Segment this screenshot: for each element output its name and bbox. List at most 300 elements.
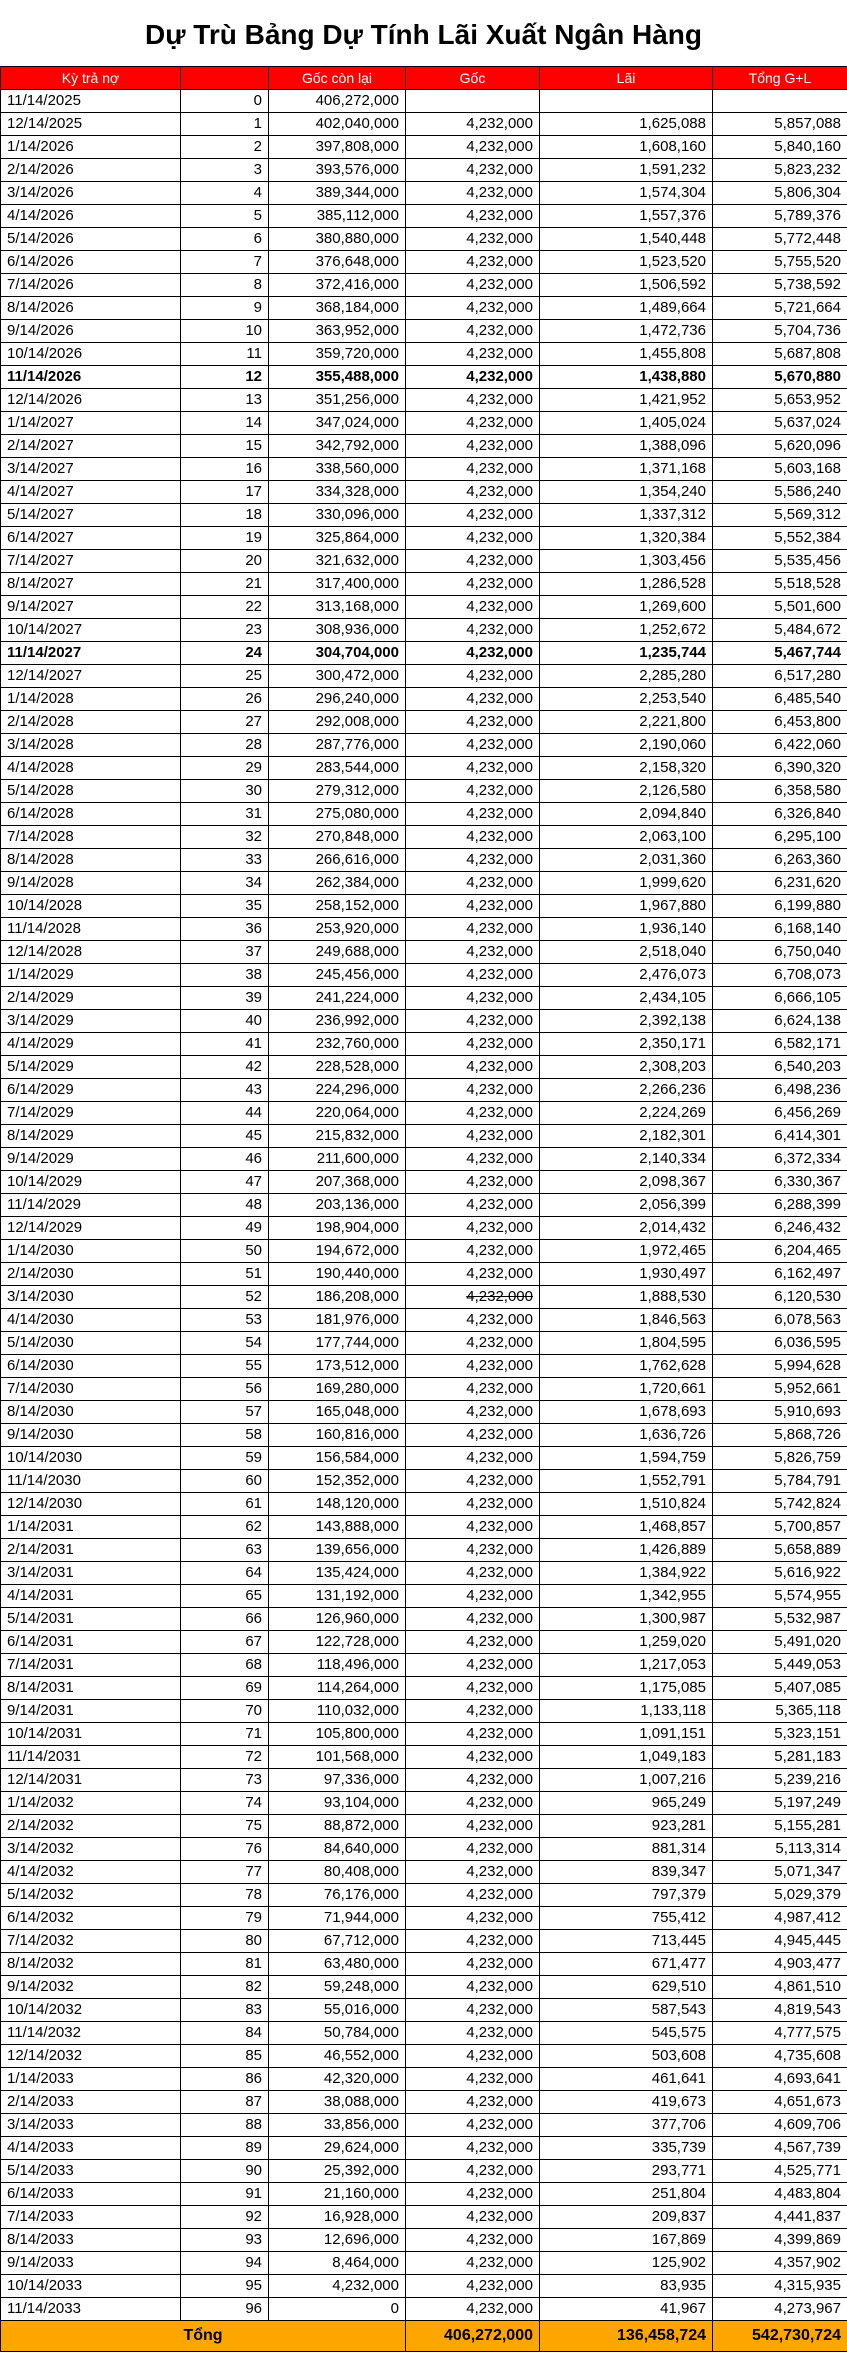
cell-interest: 1,259,020 xyxy=(540,1631,713,1654)
cell-principal: 4,232,000 xyxy=(406,1585,540,1608)
cell-total: 5,197,249 xyxy=(713,1792,847,1815)
table-row xyxy=(1,757,847,780)
cell-total: 4,609,706 xyxy=(713,2114,847,2137)
cell-interest: 2,056,399 xyxy=(540,1194,713,1217)
cell-remaining: 84,640,000 xyxy=(269,1838,406,1861)
cell-total: 5,952,661 xyxy=(713,1378,847,1401)
cell-principal: 4,232,000 xyxy=(406,1677,540,1700)
cell-date: 4/14/2027 xyxy=(1,481,181,504)
cell-principal: 4,232,000 xyxy=(406,1240,540,1263)
table-row xyxy=(1,1723,847,1746)
cell-remaining: 93,104,000 xyxy=(269,1792,406,1815)
cell-interest: 1,846,563 xyxy=(540,1309,713,1332)
cell-index: 24 xyxy=(181,642,269,665)
table-row xyxy=(1,1608,847,1631)
header-index xyxy=(181,67,269,90)
cell-total: 4,357,902 xyxy=(713,2252,847,2275)
table-row xyxy=(1,1470,847,1493)
cell-interest: 2,221,800 xyxy=(540,711,713,734)
cell-principal: 4,232,000 xyxy=(406,435,540,458)
cell-total: 4,987,412 xyxy=(713,1907,847,1930)
table-row xyxy=(1,343,847,366)
cell-date: 7/14/2032 xyxy=(1,1930,181,1953)
cell-total: 5,658,889 xyxy=(713,1539,847,1562)
cell-principal: 4,232,000 xyxy=(406,1401,540,1424)
cell-date: 9/14/2028 xyxy=(1,872,181,895)
cell-total: 5,532,987 xyxy=(713,1608,847,1631)
cell-principal: 4,232,000 xyxy=(406,366,540,389)
cell-remaining: 148,120,000 xyxy=(269,1493,406,1516)
table-row xyxy=(1,2022,847,2045)
cell-remaining: 80,408,000 xyxy=(269,1861,406,1884)
cell-date: 11/14/2025 xyxy=(1,90,181,113)
cell-remaining: 165,048,000 xyxy=(269,1401,406,1424)
cell-index: 12 xyxy=(181,366,269,389)
cell-interest: 1,506,592 xyxy=(540,274,713,297)
cell-remaining: 304,704,000 xyxy=(269,642,406,665)
cell-interest: 1,936,140 xyxy=(540,918,713,941)
cell-remaining: 287,776,000 xyxy=(269,734,406,757)
cell-interest: 2,063,100 xyxy=(540,826,713,849)
table-row xyxy=(1,1953,847,1976)
cell-total: 4,777,575 xyxy=(713,2022,847,2045)
table-row xyxy=(1,895,847,918)
cell-principal: 4,232,000 xyxy=(406,2206,540,2229)
table-row xyxy=(1,2183,847,2206)
cell-date: 1/14/2031 xyxy=(1,1516,181,1539)
cell-principal: 4,232,000 xyxy=(406,1723,540,1746)
cell-date: 9/14/2030 xyxy=(1,1424,181,1447)
cell-principal: 4,232,000 xyxy=(406,1976,540,1999)
cell-interest: 2,098,367 xyxy=(540,1171,713,1194)
cell-remaining: 71,944,000 xyxy=(269,1907,406,1930)
cell-interest: 1,320,384 xyxy=(540,527,713,550)
cell-principal: 4,232,000 xyxy=(406,274,540,297)
cell-index: 38 xyxy=(181,964,269,987)
cell-principal: 4,232,000 xyxy=(406,1010,540,1033)
cell-interest: 461,641 xyxy=(540,2068,713,2091)
table-row xyxy=(1,2252,847,2275)
cell-remaining: 0 xyxy=(269,2298,406,2321)
table-row xyxy=(1,1125,847,1148)
cell-total: 4,903,477 xyxy=(713,1953,847,1976)
cell-principal: 4,232,000 xyxy=(406,964,540,987)
cell-total: 5,670,880 xyxy=(713,366,847,389)
cell-interest: 2,476,073 xyxy=(540,964,713,987)
cell-date: 5/14/2027 xyxy=(1,504,181,527)
cell-index: 73 xyxy=(181,1769,269,1792)
total-principal: 406,272,000 xyxy=(406,2321,540,2352)
cell-date: 8/14/2032 xyxy=(1,1953,181,1976)
table-row xyxy=(1,1240,847,1263)
cell-principal: 4,232,000 xyxy=(406,780,540,803)
cell-index: 13 xyxy=(181,389,269,412)
table-row xyxy=(1,711,847,734)
cell-index: 77 xyxy=(181,1861,269,1884)
cell-date: 3/14/2032 xyxy=(1,1838,181,1861)
cell-date: 7/14/2029 xyxy=(1,1102,181,1125)
cell-remaining: 126,960,000 xyxy=(269,1608,406,1631)
cell-remaining: 372,416,000 xyxy=(269,274,406,297)
cell-principal: 4,232,000 xyxy=(406,481,540,504)
cell-index: 45 xyxy=(181,1125,269,1148)
cell-date: 10/14/2026 xyxy=(1,343,181,366)
cell-interest: 1,888,530 xyxy=(540,1286,713,1309)
cell-principal: 4,232,000 xyxy=(406,1930,540,1953)
cell-remaining: 321,632,000 xyxy=(269,550,406,573)
cell-interest: 2,518,040 xyxy=(540,941,713,964)
cell-interest: 1,371,168 xyxy=(540,458,713,481)
cell-total: 6,288,399 xyxy=(713,1194,847,1217)
cell-date: 6/14/2027 xyxy=(1,527,181,550)
table-row xyxy=(1,412,847,435)
cell-interest: 1,557,376 xyxy=(540,205,713,228)
cell-index: 2 xyxy=(181,136,269,159)
cell-principal: 4,232,000 xyxy=(406,113,540,136)
cell-index: 59 xyxy=(181,1447,269,1470)
cell-remaining: 207,368,000 xyxy=(269,1171,406,1194)
cell-principal: 4,232,000 xyxy=(406,1033,540,1056)
cell-interest: 419,673 xyxy=(540,2091,713,2114)
cell-interest: 1,007,216 xyxy=(540,1769,713,1792)
cell-interest: 1,405,024 xyxy=(540,412,713,435)
cell-interest: 1,384,922 xyxy=(540,1562,713,1585)
cell-date: 2/14/2026 xyxy=(1,159,181,182)
table-row xyxy=(1,2298,847,2321)
cell-interest: 209,837 xyxy=(540,2206,713,2229)
cell-remaining: 245,456,000 xyxy=(269,964,406,987)
table-row xyxy=(1,987,847,1010)
cell-date: 7/14/2030 xyxy=(1,1378,181,1401)
cell-remaining: 76,176,000 xyxy=(269,1884,406,1907)
cell-index: 88 xyxy=(181,2114,269,2137)
cell-principal: 4,232,000 xyxy=(406,1447,540,1470)
cell-remaining: 338,560,000 xyxy=(269,458,406,481)
cell-interest: 629,510 xyxy=(540,1976,713,1999)
cell-interest xyxy=(540,90,713,113)
cell-remaining: 270,848,000 xyxy=(269,826,406,849)
cell-index: 54 xyxy=(181,1332,269,1355)
cell-remaining: 160,816,000 xyxy=(269,1424,406,1447)
cell-principal: 4,232,000 xyxy=(406,1907,540,1930)
cell-principal: 4,232,000 xyxy=(406,642,540,665)
cell-remaining: 266,616,000 xyxy=(269,849,406,872)
cell-index: 74 xyxy=(181,1792,269,1815)
cell-total: 6,168,140 xyxy=(713,918,847,941)
cell-principal: 4,232,000 xyxy=(406,872,540,895)
cell-remaining: 118,496,000 xyxy=(269,1654,406,1677)
cell-index: 56 xyxy=(181,1378,269,1401)
cell-remaining: 135,424,000 xyxy=(269,1562,406,1585)
cell-interest: 1,762,628 xyxy=(540,1355,713,1378)
cell-remaining: 67,712,000 xyxy=(269,1930,406,1953)
page-title: Dự Trù Bảng Dự Tính Lãi Xuất Ngân Hàng xyxy=(144,19,702,50)
cell-remaining: 143,888,000 xyxy=(269,1516,406,1539)
cell-principal: 4,232,000 xyxy=(406,803,540,826)
cell-interest: 965,249 xyxy=(540,1792,713,1815)
cell-principal: 4,232,000 xyxy=(406,504,540,527)
cell-index: 10 xyxy=(181,320,269,343)
cell-interest: 755,412 xyxy=(540,1907,713,1930)
header-total: Tổng G+L xyxy=(713,67,847,90)
cell-index: 26 xyxy=(181,688,269,711)
cell-index: 66 xyxy=(181,1608,269,1631)
cell-interest: 2,190,060 xyxy=(540,734,713,757)
cell-total: 6,120,530 xyxy=(713,1286,847,1309)
cell-interest: 2,094,840 xyxy=(540,803,713,826)
table-row xyxy=(1,1999,847,2022)
cell-index: 89 xyxy=(181,2137,269,2160)
cell-index: 19 xyxy=(181,527,269,550)
cell-index: 79 xyxy=(181,1907,269,1930)
cell-principal: 4,232,000 xyxy=(406,1378,540,1401)
cell-index: 65 xyxy=(181,1585,269,1608)
table-row xyxy=(1,1447,847,1470)
cell-principal: 4,232,000 xyxy=(406,2137,540,2160)
cell-remaining: 249,688,000 xyxy=(269,941,406,964)
total-row xyxy=(1,2321,847,2352)
cell-date: 11/14/2030 xyxy=(1,1470,181,1493)
cell-interest: 1,217,053 xyxy=(540,1654,713,1677)
table-row xyxy=(1,1700,847,1723)
cell-date: 3/14/2028 xyxy=(1,734,181,757)
header-period: Kỳ trả nợ xyxy=(1,67,181,90)
cell-index: 14 xyxy=(181,412,269,435)
cell-principal: 4,232,000 xyxy=(406,1171,540,1194)
cell-remaining: 42,320,000 xyxy=(269,2068,406,2091)
cell-principal: 4,232,000 xyxy=(406,1148,540,1171)
cell-remaining: 317,400,000 xyxy=(269,573,406,596)
cell-principal: 4,232,000 xyxy=(406,895,540,918)
table-row xyxy=(1,1309,847,1332)
cell-total: 6,414,301 xyxy=(713,1125,847,1148)
table-row xyxy=(1,1424,847,1447)
cell-principal: 4,232,000 xyxy=(406,136,540,159)
cell-index: 20 xyxy=(181,550,269,573)
cell-remaining: 334,328,000 xyxy=(269,481,406,504)
loan-schedule-table xyxy=(0,66,847,2352)
cell-date: 6/14/2033 xyxy=(1,2183,181,2206)
cell-date: 8/14/2033 xyxy=(1,2229,181,2252)
cell-date: 3/14/2026 xyxy=(1,182,181,205)
cell-principal: 4,232,000 xyxy=(406,1309,540,1332)
table-row xyxy=(1,803,847,826)
cell-date: 8/14/2027 xyxy=(1,573,181,596)
cell-principal: 4,232,000 xyxy=(406,1332,540,1355)
cell-principal: 4,232,000 xyxy=(406,458,540,481)
cell-interest: 1,625,088 xyxy=(540,113,713,136)
cell-index: 95 xyxy=(181,2275,269,2298)
cell-remaining: 122,728,000 xyxy=(269,1631,406,1654)
cell-interest: 1,342,955 xyxy=(540,1585,713,1608)
cell-index: 43 xyxy=(181,1079,269,1102)
cell-principal xyxy=(406,1286,540,1309)
cell-remaining: 38,088,000 xyxy=(269,2091,406,2114)
cell-principal: 4,232,000 xyxy=(406,1056,540,1079)
cell-total: 5,155,281 xyxy=(713,1815,847,1838)
cell-interest: 1,388,096 xyxy=(540,435,713,458)
cell-index: 11 xyxy=(181,343,269,366)
table-row xyxy=(1,2160,847,2183)
cell-interest: 2,350,171 xyxy=(540,1033,713,1056)
cell-index: 85 xyxy=(181,2045,269,2068)
cell-date: 11/14/2031 xyxy=(1,1746,181,1769)
table-row xyxy=(1,2206,847,2229)
cell-principal: 4,232,000 xyxy=(406,1654,540,1677)
cell-total: 4,525,771 xyxy=(713,2160,847,2183)
cell-total: 6,666,105 xyxy=(713,987,847,1010)
cell-principal: 4,232,000 xyxy=(406,550,540,573)
table-row xyxy=(1,1378,847,1401)
cell-remaining: 351,256,000 xyxy=(269,389,406,412)
cell-index: 96 xyxy=(181,2298,269,2321)
cell-interest: 1,337,312 xyxy=(540,504,713,527)
cell-total: 5,637,024 xyxy=(713,412,847,435)
cell-interest: 1,489,664 xyxy=(540,297,713,320)
cell-principal: 4,232,000 xyxy=(406,1999,540,2022)
cell-date: 7/14/2026 xyxy=(1,274,181,297)
cell-total: 6,750,040 xyxy=(713,941,847,964)
cell-index: 22 xyxy=(181,596,269,619)
table-row xyxy=(1,366,847,389)
table-row xyxy=(1,274,847,297)
cell-remaining: 380,880,000 xyxy=(269,228,406,251)
cell-principal: 4,232,000 xyxy=(406,1194,540,1217)
cell-remaining: 105,800,000 xyxy=(269,1723,406,1746)
cell-total: 5,029,379 xyxy=(713,1884,847,1907)
cell-remaining: 342,792,000 xyxy=(269,435,406,458)
table-row xyxy=(1,826,847,849)
cell-interest: 671,477 xyxy=(540,1953,713,1976)
table-row xyxy=(1,1746,847,1769)
cell-remaining: 139,656,000 xyxy=(269,1539,406,1562)
cell-principal: 4,232,000 xyxy=(406,1493,540,1516)
cell-date: 10/14/2033 xyxy=(1,2275,181,2298)
cell-index: 76 xyxy=(181,1838,269,1861)
cell-principal: 4,232,000 xyxy=(406,1838,540,1861)
cell-principal: 4,232,000 xyxy=(406,1562,540,1585)
cell-remaining: 4,232,000 xyxy=(269,2275,406,2298)
cell-interest: 1,049,183 xyxy=(540,1746,713,1769)
cell-principal: 4,232,000 xyxy=(406,297,540,320)
cell-interest: 1,438,880 xyxy=(540,366,713,389)
cell-interest: 1,472,736 xyxy=(540,320,713,343)
cell-date: 9/14/2026 xyxy=(1,320,181,343)
cell-total: 5,323,151 xyxy=(713,1723,847,1746)
cell-date: 3/14/2027 xyxy=(1,458,181,481)
cell-interest: 2,031,360 xyxy=(540,849,713,872)
cell-interest: 1,678,693 xyxy=(540,1401,713,1424)
cell-index: 63 xyxy=(181,1539,269,1562)
cell-total: 6,456,269 xyxy=(713,1102,847,1125)
cell-remaining: 325,864,000 xyxy=(269,527,406,550)
cell-date: 8/14/2026 xyxy=(1,297,181,320)
table-row xyxy=(1,1286,847,1309)
cell-total: 4,819,543 xyxy=(713,1999,847,2022)
cell-principal: 4,232,000 xyxy=(406,1424,540,1447)
cell-total: 4,567,739 xyxy=(713,2137,847,2160)
cell-principal: 4,232,000 xyxy=(406,711,540,734)
cell-remaining: 220,064,000 xyxy=(269,1102,406,1125)
cell-interest: 2,014,432 xyxy=(540,1217,713,1240)
cell-remaining: 186,208,000 xyxy=(269,1286,406,1309)
cell-index: 7 xyxy=(181,251,269,274)
cell-index: 0 xyxy=(181,90,269,113)
cell-date: 10/14/2028 xyxy=(1,895,181,918)
cell-index: 33 xyxy=(181,849,269,872)
cell-date: 10/14/2031 xyxy=(1,1723,181,1746)
cell-total: 5,281,183 xyxy=(713,1746,847,1769)
table-row xyxy=(1,1976,847,1999)
cell-interest: 2,266,236 xyxy=(540,1079,713,1102)
cell-index: 23 xyxy=(181,619,269,642)
cell-interest: 503,608 xyxy=(540,2045,713,2068)
cell-remaining: 363,952,000 xyxy=(269,320,406,343)
cell-interest: 2,308,203 xyxy=(540,1056,713,1079)
cell-total: 5,704,736 xyxy=(713,320,847,343)
table-row xyxy=(1,228,847,251)
cell-remaining: 402,040,000 xyxy=(269,113,406,136)
cell-interest: 1,175,085 xyxy=(540,1677,713,1700)
cell-principal: 4,232,000 xyxy=(406,412,540,435)
cell-remaining: 228,528,000 xyxy=(269,1056,406,1079)
cell-remaining: 177,744,000 xyxy=(269,1332,406,1355)
cell-principal: 4,232,000 xyxy=(406,1102,540,1125)
table-row xyxy=(1,849,847,872)
cell-date: 4/14/2026 xyxy=(1,205,181,228)
cell-principal: 4,232,000 xyxy=(406,1355,540,1378)
table-row xyxy=(1,2045,847,2068)
cell-remaining: 63,480,000 xyxy=(269,1953,406,1976)
cell-index: 53 xyxy=(181,1309,269,1332)
table-row xyxy=(1,2137,847,2160)
cell-index: 48 xyxy=(181,1194,269,1217)
table-row xyxy=(1,1171,847,1194)
cell-date: 1/14/2026 xyxy=(1,136,181,159)
cell-index: 68 xyxy=(181,1654,269,1677)
cell-remaining: 308,936,000 xyxy=(269,619,406,642)
cell-remaining: 169,280,000 xyxy=(269,1378,406,1401)
cell-interest: 251,804 xyxy=(540,2183,713,2206)
cell-total: 5,535,456 xyxy=(713,550,847,573)
cell-principal: 4,232,000 xyxy=(406,757,540,780)
table-row xyxy=(1,1838,847,1861)
cell-total: 5,467,744 xyxy=(713,642,847,665)
cell-date: 4/14/2030 xyxy=(1,1309,181,1332)
cell-principal: 4,232,000 xyxy=(406,849,540,872)
cell-index: 83 xyxy=(181,1999,269,2022)
cell-index: 28 xyxy=(181,734,269,757)
cell-total: 5,569,312 xyxy=(713,504,847,527)
cell-total: 6,330,367 xyxy=(713,1171,847,1194)
cell-total: 4,945,445 xyxy=(713,1930,847,1953)
cell-principal: 4,232,000 xyxy=(406,1217,540,1240)
table-row xyxy=(1,1769,847,1792)
cell-total xyxy=(713,90,847,113)
cell-date: 9/14/2033 xyxy=(1,2252,181,2275)
cell-remaining: 393,576,000 xyxy=(269,159,406,182)
table-row xyxy=(1,1401,847,1424)
cell-total: 4,273,967 xyxy=(713,2298,847,2321)
cell-total: 6,162,497 xyxy=(713,1263,847,1286)
cell-interest: 1,930,497 xyxy=(540,1263,713,1286)
cell-total: 6,078,563 xyxy=(713,1309,847,1332)
cell-principal: 4,232,000 xyxy=(406,2068,540,2091)
cell-interest: 1,455,808 xyxy=(540,343,713,366)
cell-index: 58 xyxy=(181,1424,269,1447)
cell-interest: 1,999,620 xyxy=(540,872,713,895)
cell-total: 5,784,791 xyxy=(713,1470,847,1493)
